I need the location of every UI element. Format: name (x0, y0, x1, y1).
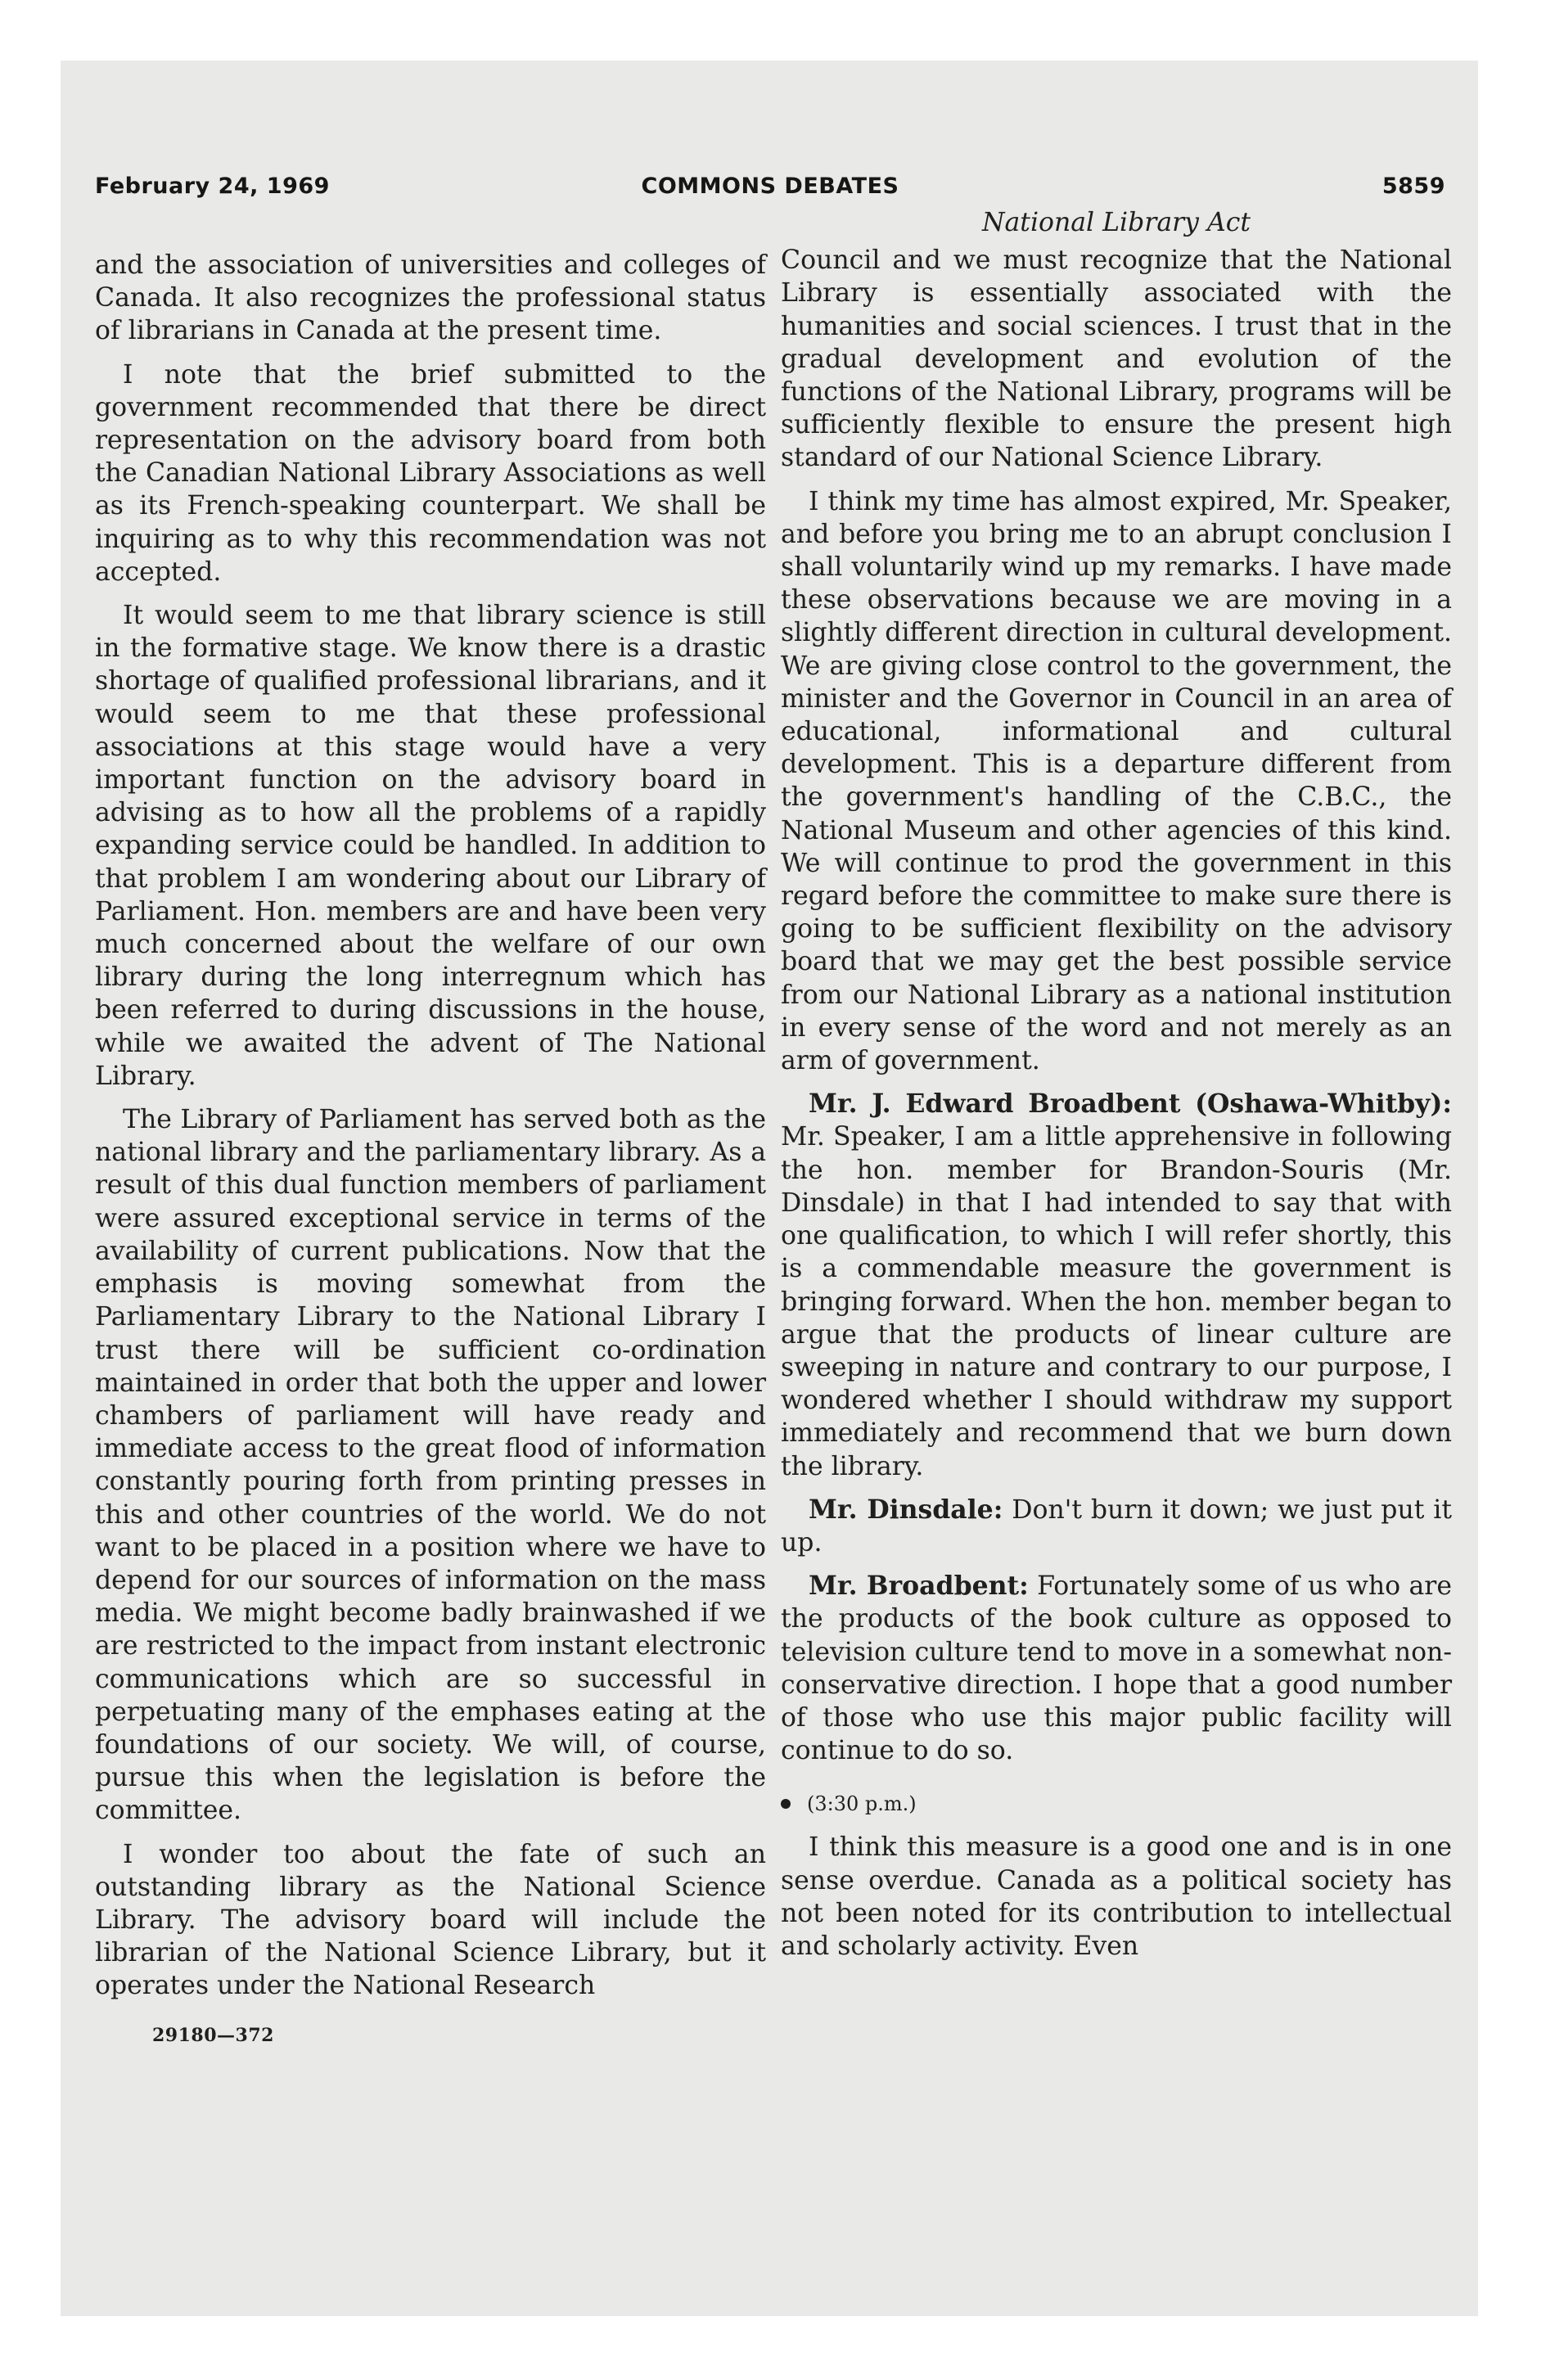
speech-text: Mr. Speaker, I am a little apprehensive in following the hon. member for Brandon-Souris (Mr. Dinsdale) in that I had intended to say that with one qualification, to which I will refer shortly, this is a commendable measure the government is bringing forward. When the hon. member began to argue that the products of linear culture are sweeping in nature and contrary to our purpose, I wondered whether I should withdraw my support immediately and recommend that we burn down the library. (781, 1122, 1452, 1481)
paragraph: It would seem to me that library science is still in the formative stage. We know there is a drastic shortage of qualified professional librarians, and it would seem to me that these professional associations at this stage would have a very important function on the advisory board in advising as to how all the problems of a rapidly expanding service could be handled. In addition to that problem I am wondering about our Library of Parliament. Hon. members are and have been very much concerned about the welfare of our own library during the long interregnum which has been referred to during discussions in the house, while we awaited the advent of The National Library. (95, 601, 766, 1091)
left-column (95, 249, 766, 2052)
paragraph: I note that the brief submitted to the government recommended that there be direct representation on the advisory board from both the Canadian National Library Associations as well as its French-speaking counterpart. We shall be inquiring as to why this recommendation was not accepted. (95, 359, 766, 587)
speech-paragraph (781, 1570, 1452, 1767)
subject-heading: National Library Act (981, 208, 1251, 237)
speech-text: Don't burn it down; we just put it up. (781, 1494, 1453, 1557)
timestamp-text: (3:30 p.m.) (807, 1792, 917, 1816)
right-column (781, 206, 1452, 1973)
speech-paragraph (781, 1494, 1452, 1559)
paragraph: I think this measure is a good one and is in one sense overdue. Canada as a political society has not been noted for its contribution to intellectual and scholarly activity. Even (781, 1832, 1452, 1961)
paragraph: I think my time has almost expired, Mr. Speaker, and before you bring me to an abrupt conclusion I shall voluntarily wind up my remarks. I have made these observations because we are moving in a slightly different direction in cultural development. We are giving close control to the government, the minister and the Governor in Council in an area of educational, informational and cultural development. This is a departure different from the government's handling of the C.B.C., the National Museum and other agencies of this kind. We will continue to prod the government in this regard before the committee to make sure there is going to be sufficient flexibility on the advisory board that we may get the best possible service from our National Library as a national institution in every sense of the word and not merely as an arm of government. (781, 486, 1452, 1076)
header-page-number: 5859 (1381, 174, 1445, 199)
timestamp (781, 1792, 1452, 1816)
paragraph: I wonder too about the fate of such an outstanding library as the National Science Library. The advisory board will include the librarian of the National Science Library, but it operates under the National Research (95, 1839, 766, 2001)
header-date: February 24, 1969 (95, 174, 330, 199)
document-number: 29180—372 (152, 2024, 274, 2046)
bullet-icon (781, 1799, 791, 1809)
speaker-name: Mr. Broadbent: (809, 1571, 1029, 1602)
speech-paragraph (781, 1088, 1452, 1482)
paragraph: Council and we must recognize that the National Library is essentially associated with the humanities and social sciences. I trust that in the gradual development and evolution of the functions of the National Library, programs will be sufficiently flexible to ensure the present high standard of our National Science Library. (781, 246, 1452, 473)
paragraph: The Library of Parliament has served both as the national library and the parliamentary library. As a result of this dual function members of parliament were assured exceptional service in terms of the availability of current publications. Now that the emphasis is moving somewhat from the Parliamentary Library to the National Library I trust there will be sufficient co-ordination maintained in order that both the upper and lower chambers of parliament will have ready and immediate access to the great flood of information constantly pouring forth from printing presses in this and other countries of the world. We do not want to be placed in a position where we have to depend for our sources of information on the mass media. We might become badly brainwashed if we are restricted to the impact from instant electronic communications which are so successful in perpetuating many of the emphases eating at the foundations of our society. We will, of course, pursue this when the legislation is before the committee. (95, 1105, 766, 1826)
header-publication: COMMONS DEBATES (641, 174, 899, 199)
speech-text: Fortunately some of us who are the products of the book culture as opposed to television culture tend to move in a somewhat non-conservative direction. I hope that a good number of those who use this major public facility will continue to do so. (781, 1571, 1452, 1766)
page-sheet (61, 61, 1478, 2316)
speaker-name: Mr. J. Edward Broadbent (Oshawa-Whitby): (809, 1089, 1452, 1120)
speaker-name: Mr. Dinsdale: (809, 1494, 1003, 1525)
paragraph: and the association of universities and colleges of Canada. It also recognizes the professional status of librarians in Canada at the present time. (95, 250, 766, 346)
